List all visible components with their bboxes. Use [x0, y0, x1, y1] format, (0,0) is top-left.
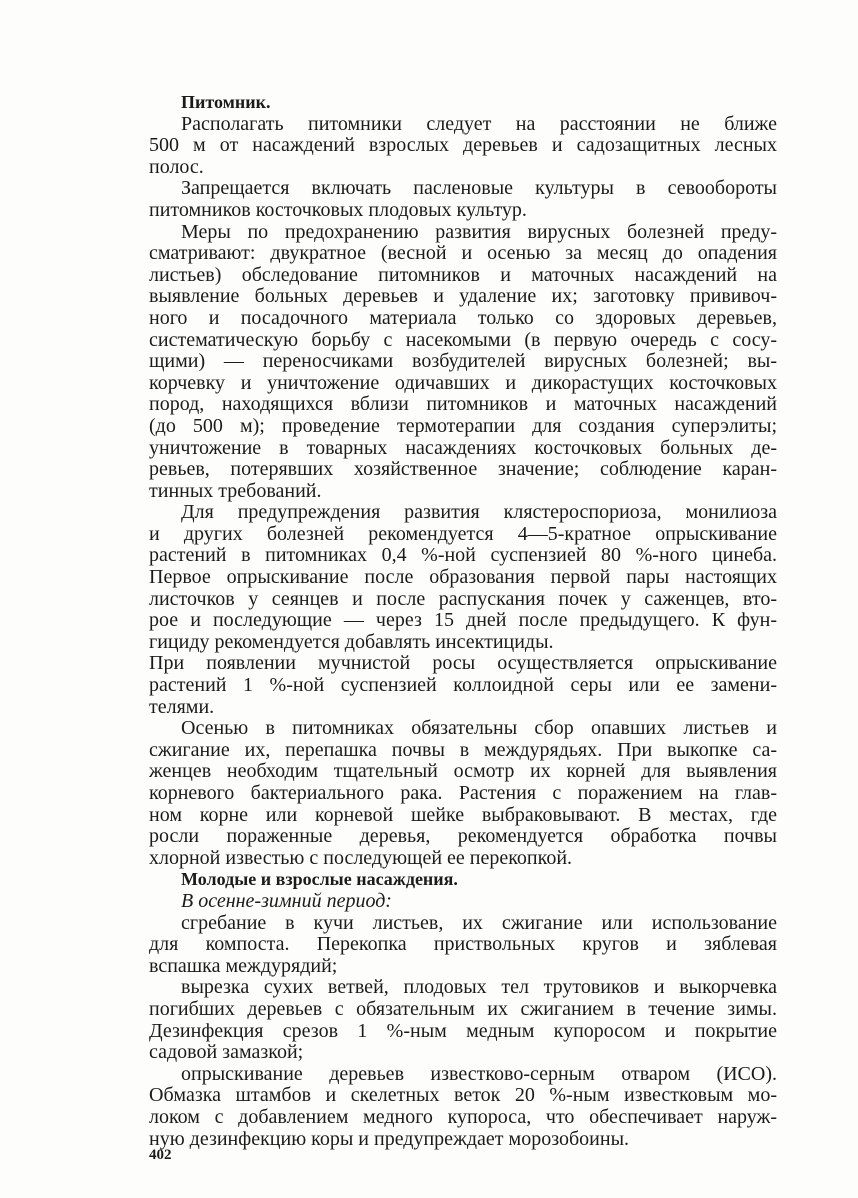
text-line: корневого бактериального рака. Растения с поражением на глав- — [149, 782, 777, 804]
text-line: Дезинфекция срезов 1 %-ным медным купоросом и покрытие — [149, 1019, 777, 1042]
text-line: (до 500 м); проведение термотерапии для создания суперэлиты; — [149, 414, 777, 437]
text-line: локом с добавлением медного купороса, что обеспечивает наруж- — [149, 1105, 777, 1128]
text-line: Для предупреждения развития клястероспориоза, монилиоза — [181, 501, 777, 524]
paragraph — [149, 718, 777, 869]
text-line: Осенью в питомниках обязательны сбор опавших листьев и — [181, 717, 777, 740]
text-line: систематическую борьбу с насекомыми (в первую очередь с сосу- — [149, 328, 777, 351]
section-heading — [149, 92, 777, 114]
text-line: растений 1 %-ной суспензией коллоидной серы или ее замени- — [149, 674, 777, 697]
text-line: 500 м от насаждений взрослых деревьев и садозащитных лесных — [149, 134, 777, 157]
text-line: листочков у сеянцев и после распускания почек у саженцев, вто- — [149, 587, 777, 610]
text-line: сжигание их, перепашка почвы в междурядьях. При выкопке са- — [149, 738, 777, 761]
text-line: погибших деревьев с обязательным их сжиганием в течение зимы. — [149, 997, 777, 1020]
paragraph — [149, 913, 777, 978]
text-line: полос. — [149, 155, 204, 178]
text-line: Запрещается включать пасленовые культуры в севообороты — [181, 177, 777, 200]
paragraph — [149, 653, 777, 718]
text-line: уничтожение в товарных насаждениях косточковых больных де- — [149, 436, 777, 459]
paragraph — [149, 222, 777, 503]
text-line: ного и посадочного материала только со здоровых деревьев, — [149, 306, 777, 329]
text-line: ном корне или корневой шейке выбраковывают. В местах, где — [149, 803, 777, 826]
text-line: сматривают: двукратное (весной и осенью за месяц до опадения — [149, 242, 777, 265]
text-line: и других болезней рекомендуется 4—5-кратное опрыскивание — [149, 522, 777, 545]
text-line: щими) — переносчиками возбудителей вирусных болезней; вы- — [149, 350, 777, 373]
text-line: выявление больных деревьев и удаление их; заготовку прививоч- — [149, 285, 777, 308]
text-line: Меры по предохранению развития вирусных болезней преду- — [181, 220, 777, 243]
subheading — [149, 891, 777, 913]
text-line: питомников косточковых плодовых культур. — [149, 198, 527, 221]
text-line: Молодые и взрослые насаждения. — [181, 869, 458, 890]
text-line: росли пораженные деревья, рекомендуется обработка почвы — [149, 825, 777, 848]
text-line: Располагать питомники следует на расстоянии не ближе — [181, 112, 777, 135]
text-line: тинных требований. — [149, 479, 322, 502]
text-line: телями. — [149, 695, 215, 718]
text-line: гициду рекомендуется добавлять инсектициды. — [149, 630, 554, 653]
paragraph — [149, 1064, 777, 1150]
text-line: корчевку и уничтожение одичавших и дикорастущих косточковых — [149, 371, 777, 394]
text-line: листьев) обследование питомников и маточных насаждений на — [149, 263, 777, 286]
text-line: женцев необходим тщательный осмотр их корней для выявления — [149, 760, 777, 783]
text-line: В осенне-зимний период: — [181, 889, 392, 912]
text-line: рое и последующие — через 15 дней после предыдущего. К фун- — [149, 609, 777, 632]
text-line: растений в питомниках 0,4 %-ной суспензией 80 %-ного цинеба. — [149, 544, 777, 567]
paragraph — [149, 502, 777, 653]
paragraph — [149, 977, 777, 1063]
text-line: сгребание в кучи листьев, их сжигание или использование — [181, 911, 777, 934]
text-line: При появлении мучнистой росы осуществляется опрыскивание — [149, 652, 777, 675]
page-text — [149, 92, 777, 1150]
page-number: 402 — [149, 1147, 172, 1163]
section-heading — [149, 869, 777, 891]
paragraph — [149, 114, 777, 179]
text-line: для компоста. Перекопка приствольных кругов и зяблевая — [149, 933, 777, 956]
text-line: Первое опрыскивание после образования первой пары настоящих — [149, 566, 777, 589]
text-line: вырезка сухих ветвей, плодовых тел трутовиков и выкорчевка — [181, 976, 777, 999]
text-line: пород, находящихся вблизи питомников и маточных насаждений — [149, 393, 777, 416]
text-line: Обмазка штамбов и скелетных веток 20 %-ным известковым мо- — [149, 1084, 777, 1107]
text-line: хлорной известью с последующей ее перекопкой. — [149, 846, 573, 869]
text-line: ную дезинфекцию коры и предупреждает морозобоины. — [149, 1127, 630, 1150]
text-line: вспашка междурядий; — [149, 954, 338, 977]
text-line: ревьев, потерявших хозяйственное значение; соблюдение каран- — [149, 458, 777, 481]
text-line: Питомник. — [181, 92, 271, 112]
paragraph — [149, 178, 777, 221]
text-line: опрыскивание деревьев известково-серным отваром (ИСО). — [181, 1062, 777, 1085]
text-line: садовой замазкой; — [149, 1041, 304, 1064]
